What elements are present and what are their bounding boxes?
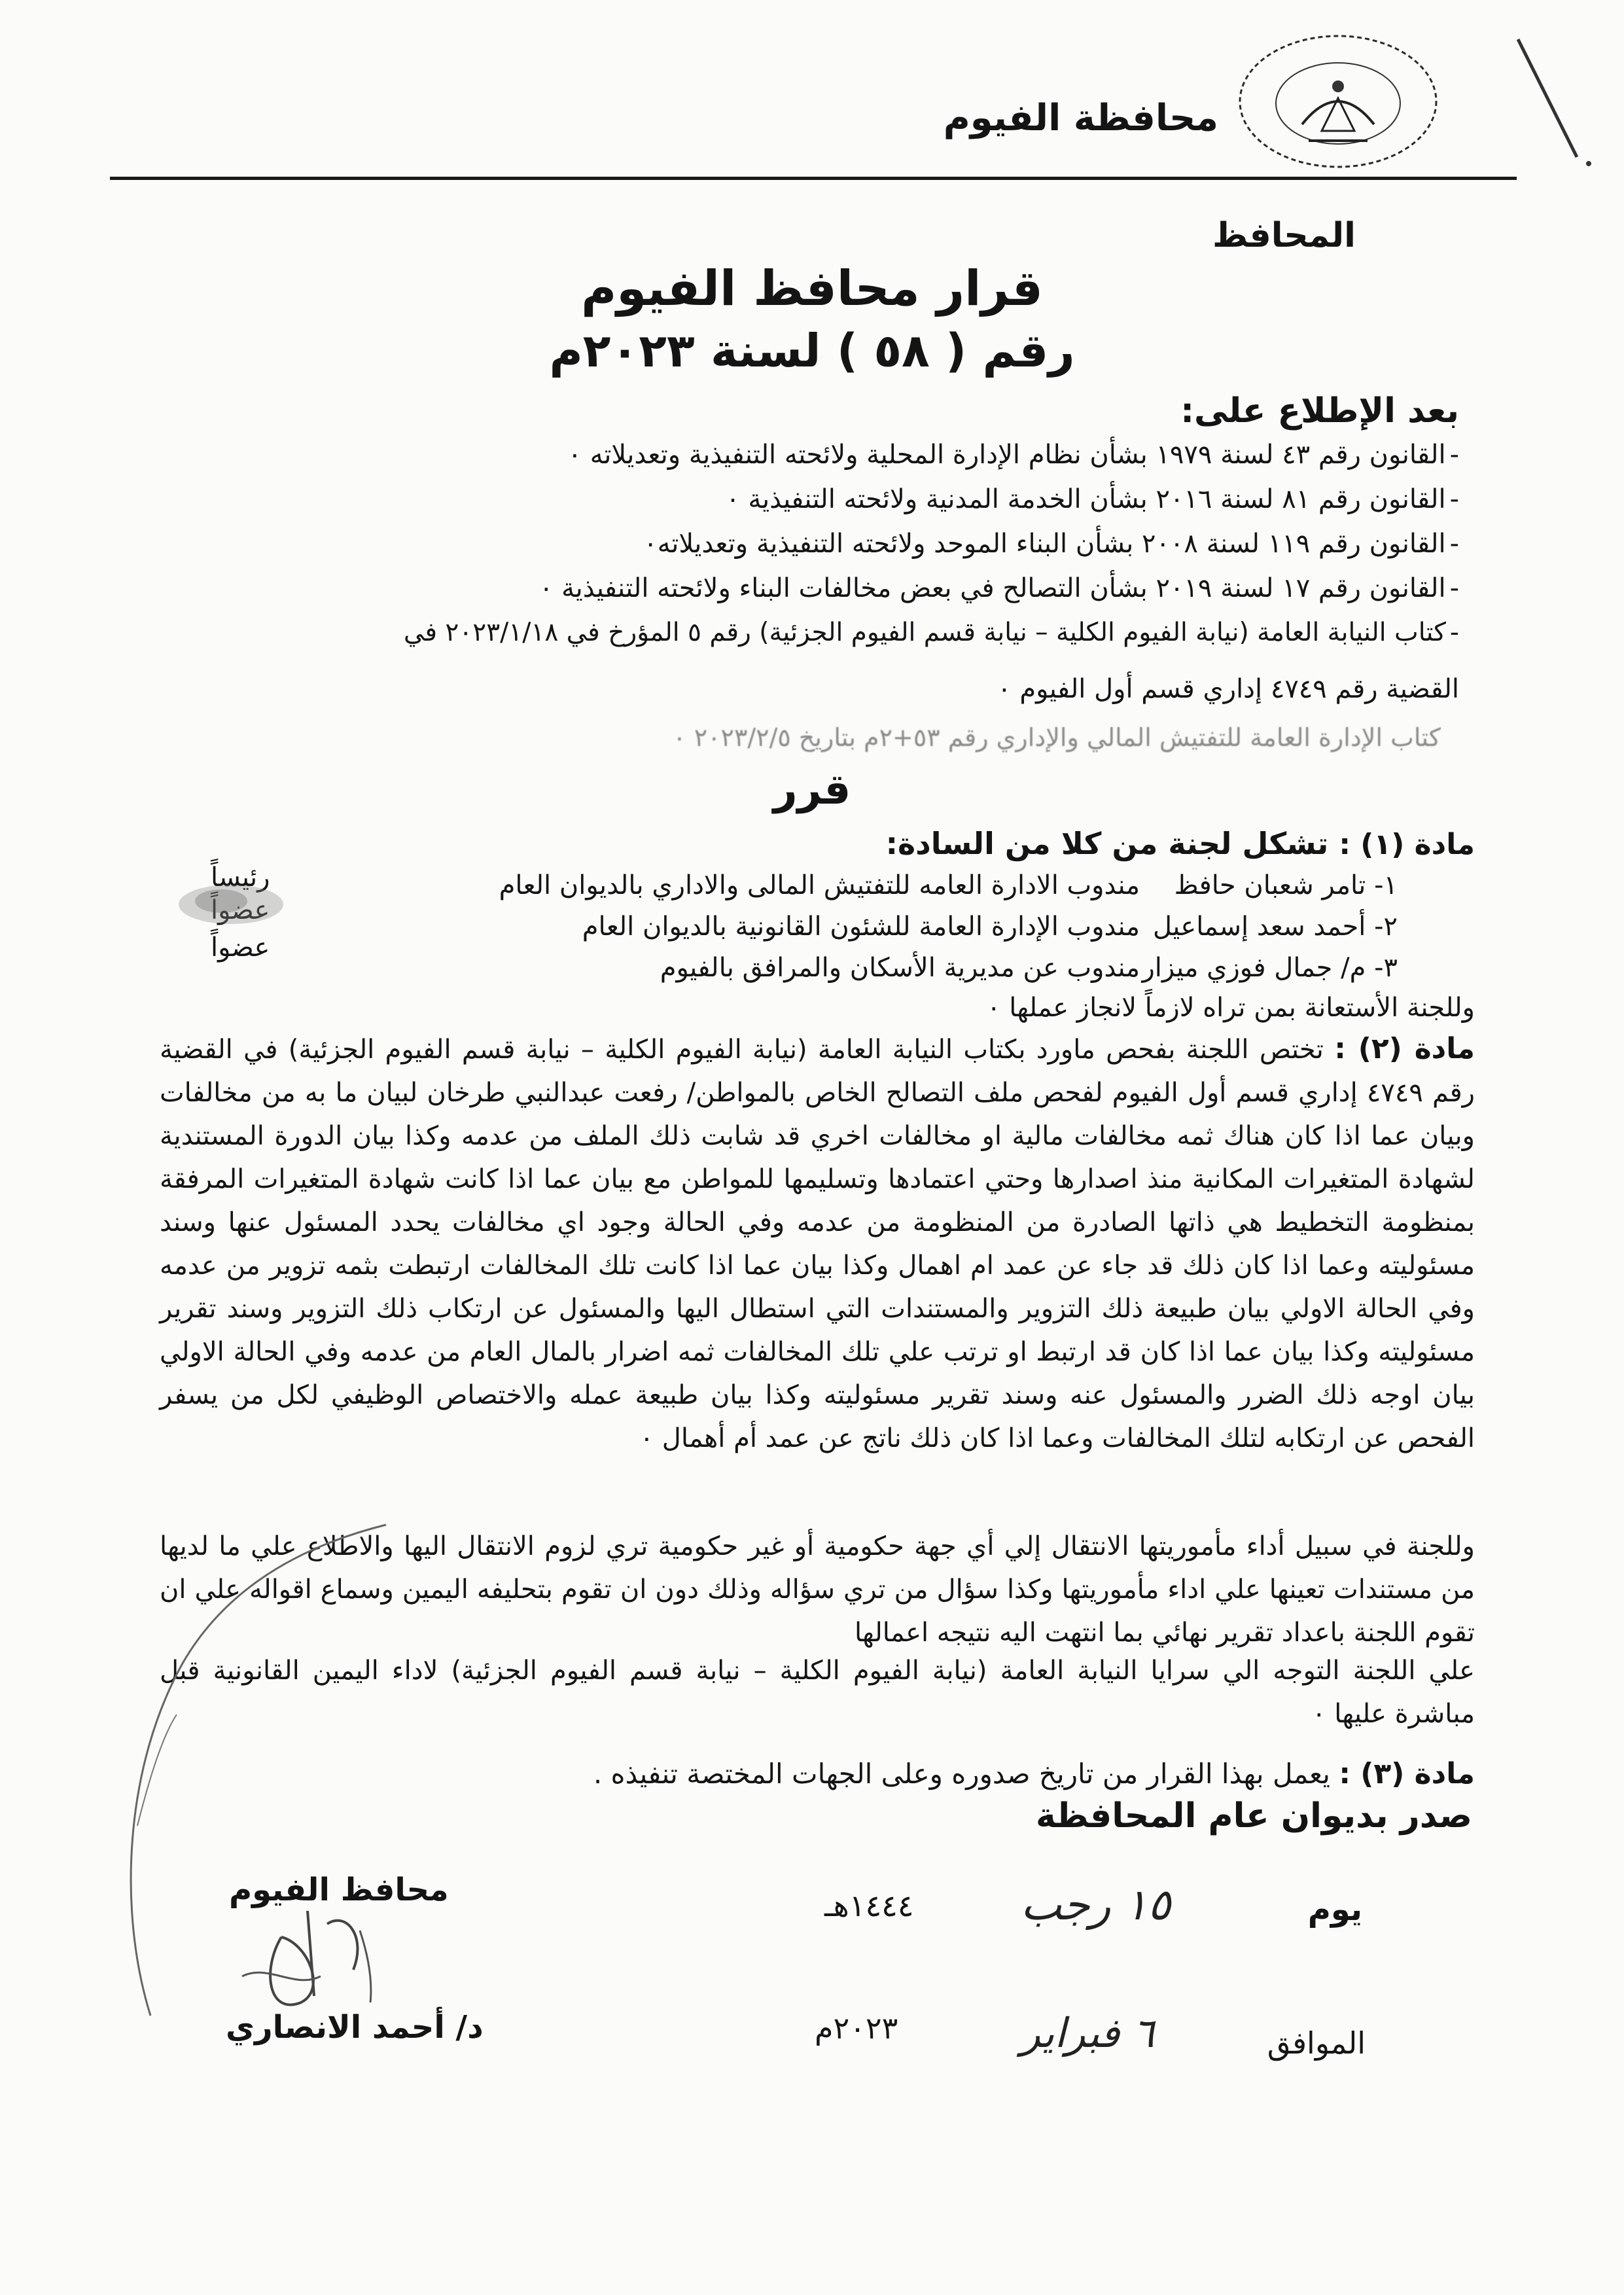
- article-3-label: مادة (٣) :: [1339, 1757, 1475, 1790]
- recital-continuation: القضية رقم ٤٧٤٩ إداري قسم أول الفيوم ٠: [997, 674, 1459, 704]
- article-3-text: يعمل بهذا القرار من تاريخ صدوره وعلى الجهات المختصة تنفيذه .: [593, 1758, 1330, 1790]
- article-2-label: مادة (٢) :: [1334, 1032, 1475, 1065]
- recital-text: القانون رقم ١١٩ لسنة ٢٠٠٨ بشأن البناء الموحد ولائحته التنفيذية وتعديلاته٠: [643, 529, 1446, 559]
- article-1-intro: تشكل لجنة من كلا من السادة:: [885, 826, 1329, 861]
- governorate-emblem-seal: [1230, 26, 1446, 177]
- gregorian-year: ٢٠٢٣م: [815, 2010, 898, 2046]
- decision-title: قرار محافظ الفيوم: [581, 260, 1043, 317]
- recital-item: -كتاب النيابة العامة (نيابة الفيوم الكلية – نيابة قسم الفيوم الجزئية) رقم ٥ المؤرخ في ٢٠٢٣/١/١٨ في: [403, 618, 1459, 647]
- governor-name: د/ أحمد الانصاري: [226, 2009, 484, 2046]
- ministry-name: محافظة الفيوم: [943, 97, 1218, 139]
- recital-text: القانون رقم ٨١ لسنة ٢٠١٦ بشأن الخدمة المدنية ولائحته التنفيذية ٠: [726, 484, 1446, 514]
- corresponding-label: الموافق: [1267, 2025, 1366, 2061]
- article-2-body: تختص اللجنة بفحص ماورد بكتاب النيابة العامة (نيابة الفيوم الكلية – نيابة قسم الفيوم الجزئية) في القضية رقم ٤٧٤٩ إداري قسم أول الفيوم لفحص ملف التصالح الخاص بالمواطن/ رفعت عبدالنبي طرخان لبيان ما به من مخالفات وبيان عما اذا كان هناك ثمه مخالفات مالية او مخالفات اخري قد شابت ذلك الملف من عدمه وكذا بيان الدورة المستندية لشهادة المتغيرات المكانية منذ اصدارها وحتي اعتمادها وتسليمها للمواطن مع بيان عما اذا كانت شهادة المتغيرات المرفقة بمنظومة التخطيط هي ذاتها الصادرة من المنظومة من عدمه وفي الحالة وجود اي مخالفات يحدد المسئول عنها وسند مسئوليته وعما اذا كان ذلك قد جاء عن عمد ام اهمال وكذا بيان عما اذا كانت تلك المخالفات ارتبطت بثمه تزوير من عدمه وفي الحالة الاولي بيان طبيعة ذلك التزوير والمستندات التي استطال اليها والمسئول عن ارتكاب ذلك التزوير وسند تقرير مسئوليته وكذا بيان عما اذا كان قد ارتبط او ترتب علي تلك المخالفات ثمه اضرار بالمال العام من عدمه وفي الحالة الاولي بيان اوجه ذلك الضرر والمسئول عنه وسند تقرير مسئوليته وكذا بيان طبيعة عمله والاختصاص الوظيفي لكل من يسفر الفحص عن ارتكابه لتلك المخالفات وعما اذا كان ذلك ناتج عن عمد أم أهمال ٠: [160, 1035, 1475, 1453]
- handwritten-gregorian-date: ٦ فبراير: [1021, 2009, 1155, 2057]
- header-divider: [110, 177, 1517, 180]
- scan-margin-mark: [1505, 26, 1597, 177]
- handwritten-signature: [111, 1518, 478, 2022]
- recital-text: القانون رقم ٤٣ لسنة ١٩٧٩ بشأن نظام الإدارة المحلية ولائحته التنفيذية وتعديلاته ٠: [567, 440, 1446, 470]
- member-role: مندوب الادارة العامه للتفتيش المالى والاداري بالديوان العام: [499, 870, 1140, 900]
- article-1-label: مادة (١) :: [1339, 828, 1475, 861]
- member-position: عضواً: [211, 895, 270, 925]
- recital-item: -القانون رقم ٨١ لسنة ٢٠١٦ بشأن الخدمة المدنية ولائحته التنفيذية ٠: [726, 484, 1459, 514]
- recital-text: القانون رقم ١٧ لسنة ٢٠١٩ بشأن التصالح في بعض مخالفات البناء ولائحته التنفيذية ٠: [538, 573, 1446, 603]
- member-position: عضواً: [211, 933, 270, 963]
- article-2: [160, 1027, 1475, 1460]
- article-1-heading: [886, 826, 1475, 861]
- day-label: يوم: [1307, 1891, 1362, 1928]
- recital-item: -القانون رقم ١٧ لسنة ٢٠١٩ بشأن التصالح في بعض مخالفات البناء ولائحته التنفيذية ٠: [538, 573, 1459, 603]
- article-1-closing: وللجنة الأستعانة بمن تراه لازماً لانجاز عملها ٠: [987, 993, 1475, 1023]
- member-name: ١- تامر شعبان حافظ: [1174, 870, 1398, 900]
- member-position: رئيساً: [211, 863, 270, 893]
- member-name: ٢- أحمد سعد إسماعيل: [1152, 912, 1398, 942]
- hijri-year: ١٤٤٤هـ: [824, 1888, 914, 1923]
- handwritten-hijri-date: ١٥ رجب: [1021, 1879, 1171, 1930]
- recitals-heading: بعد الإطلاع على:: [1180, 391, 1459, 431]
- office-label: المحافظ: [1212, 216, 1356, 255]
- recital-faded: كتاب الإدارة العامة للتفتيش المالي والإداري رقم ٥٣+٢م بتاريخ ٢٠٢٣/٢/٥ ٠: [673, 723, 1441, 752]
- recital-item: -القانون رقم ٤٣ لسنة ١٩٧٩ بشأن نظام الإدارة المحلية ولائحته التنفيذية وتعديلاته ٠: [567, 440, 1459, 470]
- member-name: ٣- م/ جمال فوزي ميزار: [1142, 953, 1398, 983]
- decision-number: رقم ( ٥٨ ) لسنة ٢٠٢٣م: [549, 324, 1075, 378]
- member-role: مندوب عن مديرية الأسكان والمرافق بالفيوم: [660, 953, 1140, 983]
- recital-text: كتاب النيابة العامة (نيابة الفيوم الكلية – نيابة قسم الفيوم الجزئية) رقم ٥ المؤرخ في ٢٠٢٣/١/١٨ في: [403, 618, 1446, 647]
- issued-statement: صدر بديوان عام المحافظة: [1035, 1796, 1472, 1836]
- member-role: مندوب الإدارة العامة للشئون القانونية بالديوان العام: [582, 912, 1140, 942]
- article-2-paragraph: علي اللجنة التوجه الي سرايا النيابة العامة (نيابة الفيوم الكلية – نيابة قسم الفيوم الجزئية) لاداء اليمين القانونية قبل مباشرة عليها ٠: [160, 1656, 1475, 1729]
- article-3: [593, 1757, 1475, 1790]
- recital-item: -القانون رقم ١١٩ لسنة ٢٠٠٨ بشأن البناء الموحد ولائحته التنفيذية وتعديلاته٠: [643, 529, 1459, 559]
- decision-heading: قرر: [773, 766, 851, 814]
- stamp-smudge: [175, 865, 287, 944]
- article-2-paragraph: وللجنة في سبيل أداء مأموريتها الانتقال إلي أي جهة حكومية أو غير حكومية تري لزوم الانتقال اليها والاطلاع علي ما لديها من مستندات تعينها علي اداء مأموريتها وكذا سؤال من تري سؤاله وذلك دون ان تقوم بتحليفه اليمين وسماع اقواله علي ان تقوم اللجنة باعداد تقرير نهائي بما انتهت اليه نتيجه اعمالها: [160, 1531, 1475, 1648]
- governor-title: محافظ الفيوم: [229, 1872, 449, 1908]
